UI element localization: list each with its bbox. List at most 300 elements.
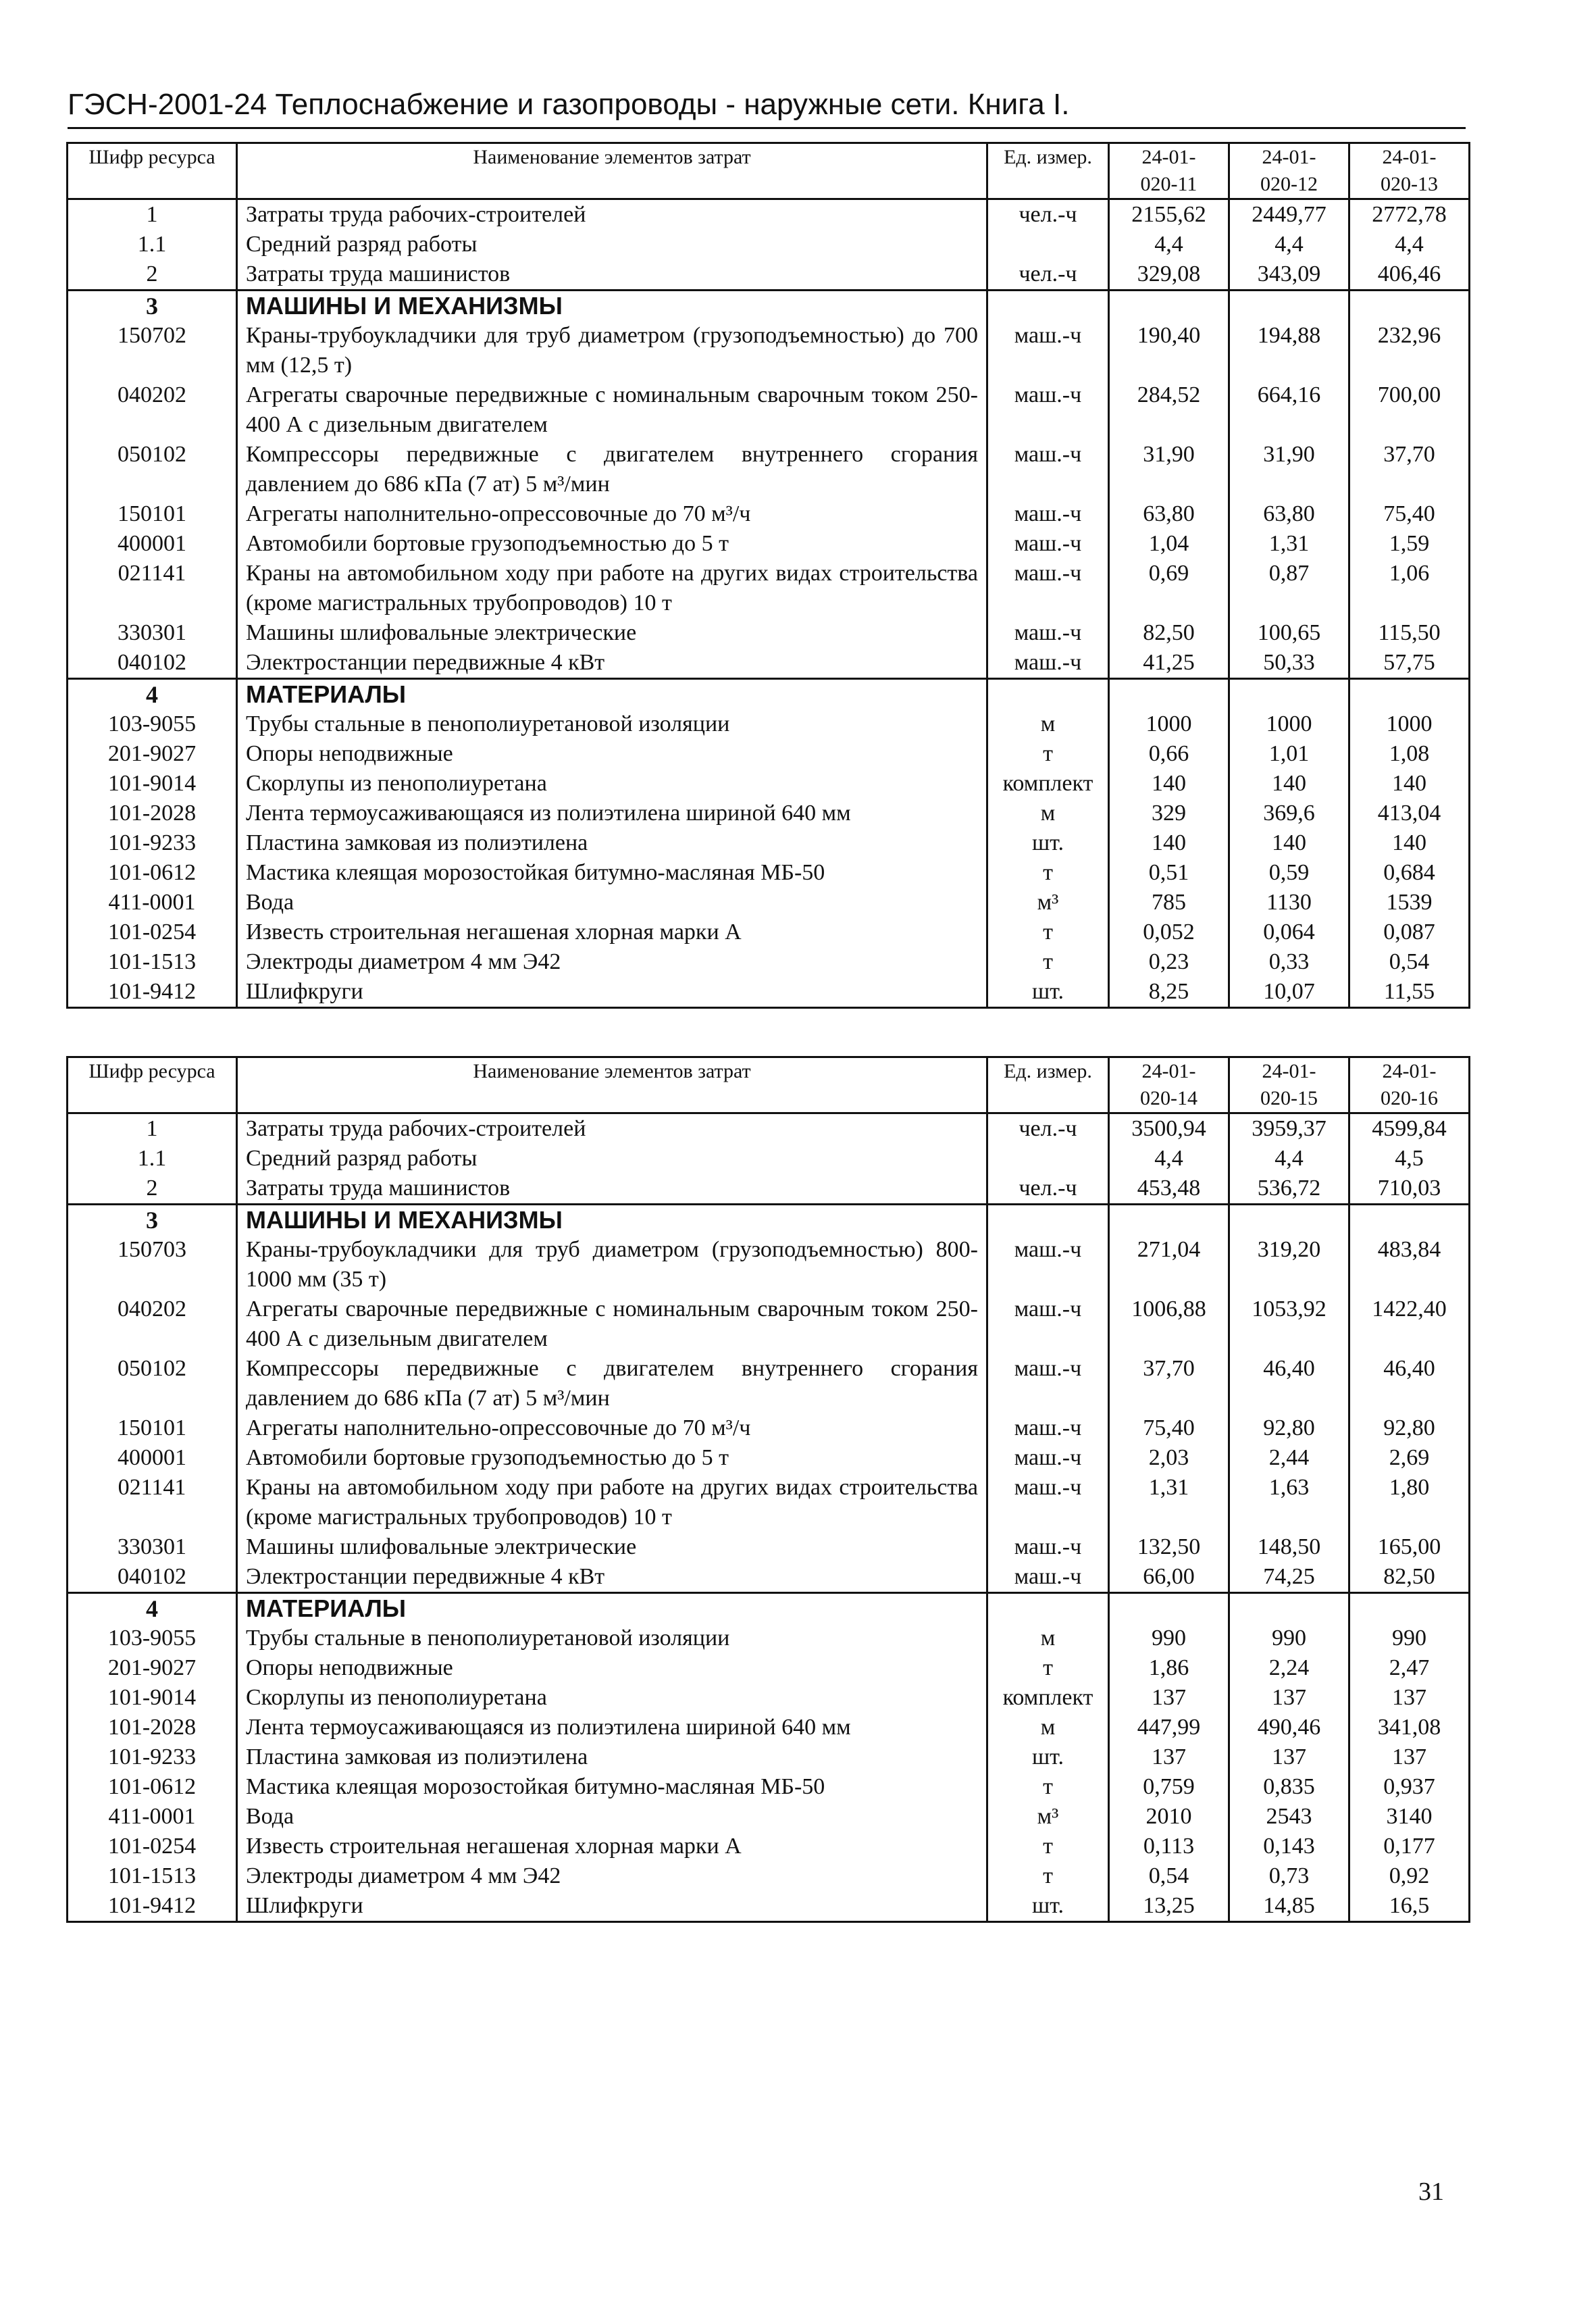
norm-value: 341,08: [1349, 1713, 1470, 1742]
norm-value: 137: [1109, 1683, 1229, 1713]
norm-value: 0,54: [1109, 1861, 1229, 1891]
resource-name: Затраты труда рабочих-строителей: [237, 199, 987, 230]
norm-value: 413,04: [1349, 799, 1470, 828]
resource-name: МАШИНЫ И МЕХАНИЗМЫ: [237, 1205, 987, 1236]
resource-unit: маш.-ч: [987, 1473, 1109, 1532]
resource-name: Агрегаты сварочные передвижные с номинальным сварочным током 250-400 А с дизельным двигателем: [237, 1294, 987, 1354]
norm-value: 453,48: [1109, 1174, 1229, 1205]
column-header-code: Шифр ресурса: [68, 1057, 237, 1113]
norm-value: 82,50: [1349, 1562, 1470, 1593]
resource-name: Затраты труда рабочих-строителей: [237, 1113, 987, 1145]
norm-value: 0,73: [1229, 1861, 1349, 1891]
norm-value: 0,052: [1109, 917, 1229, 947]
resource-code: 1: [68, 1113, 237, 1145]
resource-unit: [987, 1144, 1109, 1174]
resource-name: Агрегаты сварочные передвижные с номинальным сварочным током 250-400 А с дизельным двигателем: [237, 380, 987, 440]
resource-code: 400001: [68, 529, 237, 559]
resource-code: 103-9055: [68, 1624, 237, 1653]
table-row: [68, 977, 1470, 1008]
resource-name: Лента термоусаживающаяся из полиэтилена шириной 640 мм: [237, 1713, 987, 1742]
norm-value: 1000: [1229, 709, 1349, 739]
resource-unit: комплект: [987, 1683, 1109, 1713]
norm-value: 0,835: [1229, 1772, 1349, 1802]
norm-value: 2543: [1229, 1802, 1349, 1832]
norm-value: 664,16: [1229, 380, 1349, 440]
norm-value: 66,00: [1109, 1562, 1229, 1593]
norm-value: 37,70: [1349, 440, 1470, 499]
resource-name: Краны-трубоукладчики для труб диаметром (грузоподъемностью) до 700 мм (12,5 т): [237, 321, 987, 380]
norm-value: 75,40: [1109, 1413, 1229, 1443]
table-row: [68, 1861, 1470, 1891]
norm-value: 0,087: [1349, 917, 1470, 947]
norm-value: 140: [1229, 769, 1349, 799]
norm-value: 2,24: [1229, 1653, 1349, 1683]
resource-unit: [987, 230, 1109, 259]
norm-value: 369,6: [1229, 799, 1349, 828]
norm-value: 4,5: [1349, 1144, 1470, 1174]
resource-unit: маш.-ч: [987, 1443, 1109, 1473]
resource-code: 101-0254: [68, 1832, 237, 1861]
table-row: [68, 259, 1470, 291]
resource-name: Электростанции передвижные 4 кВт: [237, 648, 987, 679]
norm-value: 50,33: [1229, 648, 1349, 679]
table-row: [68, 618, 1470, 648]
norm-value: 700,00: [1349, 380, 1470, 440]
resource-code: 2: [68, 1174, 237, 1205]
resource-unit: [987, 1593, 1109, 1624]
norm-value: 92,80: [1229, 1413, 1349, 1443]
resource-name: Мастика клеящая морозостойкая битумно-масляная МБ-50: [237, 858, 987, 888]
table-row: [68, 440, 1470, 499]
resource-unit: шт.: [987, 1742, 1109, 1772]
norm-value: 0,759: [1109, 1772, 1229, 1802]
table-row: [68, 828, 1470, 858]
norm-code-line1: 24-01-: [1141, 1060, 1196, 1082]
norm-value: 0,66: [1109, 739, 1229, 769]
resource-name: Агрегаты наполнительно-опрессовочные до 70 м³/ч: [237, 1413, 987, 1443]
resource-unit: т: [987, 1861, 1109, 1891]
resource-name: Трубы стальные в пенополиуретановой изоляции: [237, 1624, 987, 1653]
resource-code: 050102: [68, 440, 237, 499]
norm-value: 1,31: [1229, 529, 1349, 559]
resource-code: 040102: [68, 648, 237, 679]
resource-name: Мастика клеящая морозостойкая битумно-масляная МБ-50: [237, 1772, 987, 1802]
norm-value: 2449,77: [1229, 199, 1349, 230]
resource-code: 101-0612: [68, 858, 237, 888]
norm-value: 2,44: [1229, 1443, 1349, 1473]
norm-value: 4,4: [1229, 1144, 1349, 1174]
table-row: [68, 1473, 1470, 1532]
norm-value: 137: [1349, 1683, 1470, 1713]
table-row: [68, 1713, 1470, 1742]
norm-value: 14,85: [1229, 1891, 1349, 1922]
resource-name: Опоры неподвижные: [237, 739, 987, 769]
norm-value: 2155,62: [1109, 199, 1229, 230]
norm-code-line2: 020-14: [1140, 1087, 1198, 1109]
table-row: [68, 1443, 1470, 1473]
resource-name: Лента термоусаживающаяся из полиэтилена шириной 640 мм: [237, 799, 987, 828]
resource-code: 021141: [68, 559, 237, 618]
table-row: [68, 1354, 1470, 1413]
norm-value: 1,01: [1229, 739, 1349, 769]
resource-unit: м³: [987, 888, 1109, 917]
resource-code: 150101: [68, 1413, 237, 1443]
resource-name: Скорлупы из пенополиуретана: [237, 1683, 987, 1713]
table-row: [68, 529, 1470, 559]
resource-code: 101-9412: [68, 1891, 237, 1922]
norm-value: [1349, 1593, 1470, 1624]
section-row: [68, 679, 1470, 710]
table-row: [68, 1562, 1470, 1593]
norm-value: 2010: [1109, 1802, 1229, 1832]
resource-name: Скорлупы из пенополиуретана: [237, 769, 987, 799]
resource-code: 2: [68, 259, 237, 291]
resource-unit: маш.-ч: [987, 648, 1109, 679]
resource-name: Машины шлифовальные электрические: [237, 618, 987, 648]
norm-value: 1,80: [1349, 1473, 1470, 1532]
resource-code: 101-0612: [68, 1772, 237, 1802]
norm-value: [1349, 679, 1470, 710]
norm-value: 4,4: [1229, 230, 1349, 259]
resource-unit: т: [987, 739, 1109, 769]
table-row: [68, 230, 1470, 259]
page-header: [68, 86, 1466, 129]
resource-unit: [987, 1205, 1109, 1236]
norm-value: 0,937: [1349, 1772, 1470, 1802]
norm-value: 3959,37: [1229, 1113, 1349, 1145]
resource-unit: шт.: [987, 828, 1109, 858]
section-row: [68, 291, 1470, 322]
norm-value: 1000: [1349, 709, 1470, 739]
norm-value: 284,52: [1109, 380, 1229, 440]
resource-unit: маш.-ч: [987, 1532, 1109, 1562]
norm-value: 75,40: [1349, 499, 1470, 529]
norm-code-line1: 24-01-: [1141, 146, 1196, 168]
norm-value: 483,84: [1349, 1235, 1470, 1294]
norm-value: 137: [1109, 1742, 1229, 1772]
resource-unit: маш.-ч: [987, 499, 1109, 529]
column-header-norm: [1349, 1057, 1470, 1113]
norm-value: 8,25: [1109, 977, 1229, 1008]
resource-name: Известь строительная негашеная хлорная марки А: [237, 1832, 987, 1861]
resource-unit: [987, 291, 1109, 322]
norm-code-line2: 020-16: [1381, 1087, 1438, 1109]
column-header-code: Шифр ресурса: [68, 143, 237, 199]
table-row: [68, 1413, 1470, 1443]
column-header-name: Наименование элементов затрат: [237, 1057, 987, 1113]
norm-value: 1000: [1109, 709, 1229, 739]
resource-unit: т: [987, 1832, 1109, 1861]
resource-unit: маш.-ч: [987, 380, 1109, 440]
norm-value: 0,51: [1109, 858, 1229, 888]
norm-value: 1539: [1349, 888, 1470, 917]
document-title: ГЭСН-2001-24 Теплоснабжение и газопроводы - наружные сети. Книга I.: [68, 88, 1070, 121]
resource-code: 101-0254: [68, 917, 237, 947]
norm-value: 319,20: [1229, 1235, 1349, 1294]
norm-value: 1053,92: [1229, 1294, 1349, 1354]
table-row: [68, 917, 1470, 947]
resource-unit: т: [987, 917, 1109, 947]
resource-code: 103-9055: [68, 709, 237, 739]
table-row: [68, 1772, 1470, 1802]
norm-value: 990: [1109, 1624, 1229, 1653]
resource-name: МАТЕРИАЛЫ: [237, 1593, 987, 1624]
norm-value: [1229, 1593, 1349, 1624]
norm-code-line2: 020-12: [1260, 173, 1318, 195]
resource-code: 050102: [68, 1354, 237, 1413]
norm-value: 0,69: [1109, 559, 1229, 618]
norm-value: 140: [1109, 828, 1229, 858]
resource-unit: маш.-ч: [987, 529, 1109, 559]
norm-value: 137: [1229, 1742, 1349, 1772]
norm-value: 343,09: [1229, 259, 1349, 291]
resource-name: Трубы стальные в пенополиуретановой изоляции: [237, 709, 987, 739]
norm-value: 140: [1349, 769, 1470, 799]
table-row: [68, 1891, 1470, 1922]
resource-unit: чел.-ч: [987, 1113, 1109, 1145]
resource-code: 1.1: [68, 230, 237, 259]
norm-value: 2,47: [1349, 1653, 1470, 1683]
norm-value: 0,064: [1229, 917, 1349, 947]
norm-value: [1109, 679, 1229, 710]
resource-unit: шт.: [987, 977, 1109, 1008]
resource-unit: м: [987, 799, 1109, 828]
section-row: [68, 1205, 1470, 1236]
resource-code: 101-9014: [68, 769, 237, 799]
table-row: [68, 947, 1470, 977]
norm-value: 1130: [1229, 888, 1349, 917]
resource-unit: т: [987, 947, 1109, 977]
resource-unit: маш.-ч: [987, 1294, 1109, 1354]
table-row: [68, 1832, 1470, 1861]
resource-code: 101-9014: [68, 1683, 237, 1713]
norm-value: 1,31: [1109, 1473, 1229, 1532]
resource-code: 3: [68, 1205, 237, 1236]
norm-value: 0,33: [1229, 947, 1349, 977]
norm-value: 329,08: [1109, 259, 1229, 291]
resource-unit: маш.-ч: [987, 1562, 1109, 1593]
norm-value: 137: [1229, 1683, 1349, 1713]
norm-code-line2: 020-13: [1381, 173, 1438, 195]
norm-value: 0,59: [1229, 858, 1349, 888]
table-row: [68, 1174, 1470, 1205]
table-row: [68, 1742, 1470, 1772]
header-rule: [68, 127, 1466, 129]
resource-table-2: [66, 1056, 1470, 1923]
resource-name: Автомобили бортовые грузоподъемностью до 5 т: [237, 1443, 987, 1473]
resource-code: 411-0001: [68, 1802, 237, 1832]
resource-name: МАТЕРИАЛЫ: [237, 679, 987, 710]
table-row: [68, 499, 1470, 529]
norm-code-line1: 24-01-: [1382, 1060, 1437, 1082]
norm-value: 115,50: [1349, 618, 1470, 648]
norm-value: 10,07: [1229, 977, 1349, 1008]
norm-value: 785: [1109, 888, 1229, 917]
norm-value: [1109, 1593, 1229, 1624]
norm-value: 1,04: [1109, 529, 1229, 559]
resource-code: 040202: [68, 1294, 237, 1354]
resource-name: Пластина замковая из полиэтилена: [237, 828, 987, 858]
resource-name: Затраты труда машинистов: [237, 259, 987, 291]
norm-value: 31,90: [1109, 440, 1229, 499]
norm-code-line1: 24-01-: [1382, 146, 1437, 168]
resource-name: Затраты труда машинистов: [237, 1174, 987, 1205]
norm-value: 46,40: [1349, 1354, 1470, 1413]
resource-name: Электростанции передвижные 4 кВт: [237, 1562, 987, 1593]
norm-value: 0,23: [1109, 947, 1229, 977]
resource-code: 1.1: [68, 1144, 237, 1174]
norm-value: 11,55: [1349, 977, 1470, 1008]
norm-value: 0,54: [1349, 947, 1470, 977]
resource-code: 4: [68, 679, 237, 710]
norm-value: 990: [1349, 1624, 1470, 1653]
norm-value: 1,59: [1349, 529, 1470, 559]
resource-name: Пластина замковая из полиэтилена: [237, 1742, 987, 1772]
norm-value: 4,4: [1109, 1144, 1229, 1174]
resource-code: 150702: [68, 321, 237, 380]
table-row: [68, 799, 1470, 828]
resource-code: 1: [68, 199, 237, 230]
norm-value: 1422,40: [1349, 1294, 1470, 1354]
norm-value: 63,80: [1229, 499, 1349, 529]
norm-value: 4,4: [1109, 230, 1229, 259]
resource-code: 101-1513: [68, 947, 237, 977]
header-row: [68, 143, 1470, 199]
resource-name: Краны на автомобильном ходу при работе на других видах строительства (кроме магистральных трубопроводов) 10 т: [237, 1473, 987, 1532]
norm-code-line2: 020-11: [1140, 173, 1198, 195]
resource-unit: чел.-ч: [987, 259, 1109, 291]
resource-unit: комплект: [987, 769, 1109, 799]
resource-name: Средний разряд работы: [237, 1144, 987, 1174]
norm-value: 4,4: [1349, 230, 1470, 259]
norm-value: 2,03: [1109, 1443, 1229, 1473]
resource-unit: маш.-ч: [987, 1235, 1109, 1294]
resource-name: Опоры неподвижные: [237, 1653, 987, 1683]
resource-code: 101-2028: [68, 799, 237, 828]
norm-value: 46,40: [1229, 1354, 1349, 1413]
resource-name: Компрессоры передвижные с двигателем внутреннего сгорания давлением до 686 кПа (7 ат) 5 м³/мин: [237, 1354, 987, 1413]
norm-value: 536,72: [1229, 1174, 1349, 1205]
norm-value: 2,69: [1349, 1443, 1470, 1473]
norm-value: 1,86: [1109, 1653, 1229, 1683]
norm-value: [1229, 291, 1349, 322]
table-row: [68, 1113, 1470, 1145]
norm-value: 0,113: [1109, 1832, 1229, 1861]
resource-unit: м³: [987, 1802, 1109, 1832]
norm-value: 710,03: [1349, 1174, 1470, 1205]
norm-value: 148,50: [1229, 1532, 1349, 1562]
norm-value: 3140: [1349, 1802, 1470, 1832]
table-row: [68, 1294, 1470, 1354]
table-row: [68, 1144, 1470, 1174]
norm-value: 37,70: [1109, 1354, 1229, 1413]
column-header-norm: [1349, 143, 1470, 199]
norm-value: 0,177: [1349, 1832, 1470, 1861]
norm-value: 0,143: [1229, 1832, 1349, 1861]
table-row: [68, 321, 1470, 380]
page-number: 31: [1418, 2178, 1444, 2206]
norm-value: [1229, 1205, 1349, 1236]
column-header-norm: [1229, 1057, 1349, 1113]
section-row: [68, 1593, 1470, 1624]
resource-unit: маш.-ч: [987, 321, 1109, 380]
norm-value: 490,46: [1229, 1713, 1349, 1742]
resource-code: 201-9027: [68, 739, 237, 769]
column-header-norm: [1109, 1057, 1229, 1113]
resource-unit: т: [987, 1653, 1109, 1683]
norm-value: 1,63: [1229, 1473, 1349, 1532]
norm-value: 1006,88: [1109, 1294, 1229, 1354]
norm-value: [1109, 1205, 1229, 1236]
resource-unit: чел.-ч: [987, 199, 1109, 230]
resource-unit: т: [987, 858, 1109, 888]
norm-value: 190,40: [1109, 321, 1229, 380]
norm-value: 13,25: [1109, 1891, 1229, 1922]
norm-value: 16,5: [1349, 1891, 1470, 1922]
resource-code: 411-0001: [68, 888, 237, 917]
norm-value: 194,88: [1229, 321, 1349, 380]
resource-code: 021141: [68, 1473, 237, 1532]
resource-code: 101-1513: [68, 1861, 237, 1891]
resource-code: 101-2028: [68, 1713, 237, 1742]
resource-name: Вода: [237, 1802, 987, 1832]
resource-code: 330301: [68, 618, 237, 648]
column-header-unit: Ед. измер.: [987, 143, 1109, 199]
resource-code: 101-9233: [68, 1742, 237, 1772]
norm-value: 990: [1229, 1624, 1349, 1653]
resource-name: Краны-трубоукладчики для труб диаметром (грузоподъемностью) 800-1000 мм (35 т): [237, 1235, 987, 1294]
norm-value: 92,80: [1349, 1413, 1470, 1443]
norm-value: 31,90: [1229, 440, 1349, 499]
norm-value: [1229, 679, 1349, 710]
norm-value: 57,75: [1349, 648, 1470, 679]
resource-code: 101-9412: [68, 977, 237, 1008]
resource-name: Агрегаты наполнительно-опрессовочные до 70 м³/ч: [237, 499, 987, 529]
resource-name: Автомобили бортовые грузоподъемностью до 5 т: [237, 529, 987, 559]
norm-code-line1: 24-01-: [1262, 146, 1316, 168]
table-row: [68, 1653, 1470, 1683]
resource-unit: маш.-ч: [987, 1413, 1109, 1443]
resource-name: Машины шлифовальные электрические: [237, 1532, 987, 1562]
norm-value: 0,92: [1349, 1861, 1470, 1891]
table-row: [68, 559, 1470, 618]
norm-code-line1: 24-01-: [1262, 1060, 1316, 1082]
resource-name: Шлифкруги: [237, 977, 987, 1008]
resource-unit: маш.-ч: [987, 440, 1109, 499]
resource-unit: т: [987, 1772, 1109, 1802]
resource-name: Вода: [237, 888, 987, 917]
resource-code: 3: [68, 291, 237, 322]
resource-unit: шт.: [987, 1891, 1109, 1922]
table-row: [68, 709, 1470, 739]
resource-name: Электроды диаметром 4 мм Э42: [237, 1861, 987, 1891]
norm-value: 140: [1229, 828, 1349, 858]
norm-value: 74,25: [1229, 1562, 1349, 1593]
column-header-norm: [1109, 143, 1229, 199]
header-row: [68, 1057, 1470, 1113]
table-row: [68, 380, 1470, 440]
resource-code: 201-9027: [68, 1653, 237, 1683]
resource-code: 101-9233: [68, 828, 237, 858]
norm-value: 329: [1109, 799, 1229, 828]
resource-unit: чел.-ч: [987, 1174, 1109, 1205]
column-header-name: Наименование элементов затрат: [237, 143, 987, 199]
norm-code-line2: 020-15: [1260, 1087, 1318, 1109]
resource-name: Краны на автомобильном ходу при работе на других видах строительства (кроме магистральных трубопроводов) 10 т: [237, 559, 987, 618]
norm-value: 100,65: [1229, 618, 1349, 648]
resource-unit: [987, 679, 1109, 710]
norm-value: 447,99: [1109, 1713, 1229, 1742]
